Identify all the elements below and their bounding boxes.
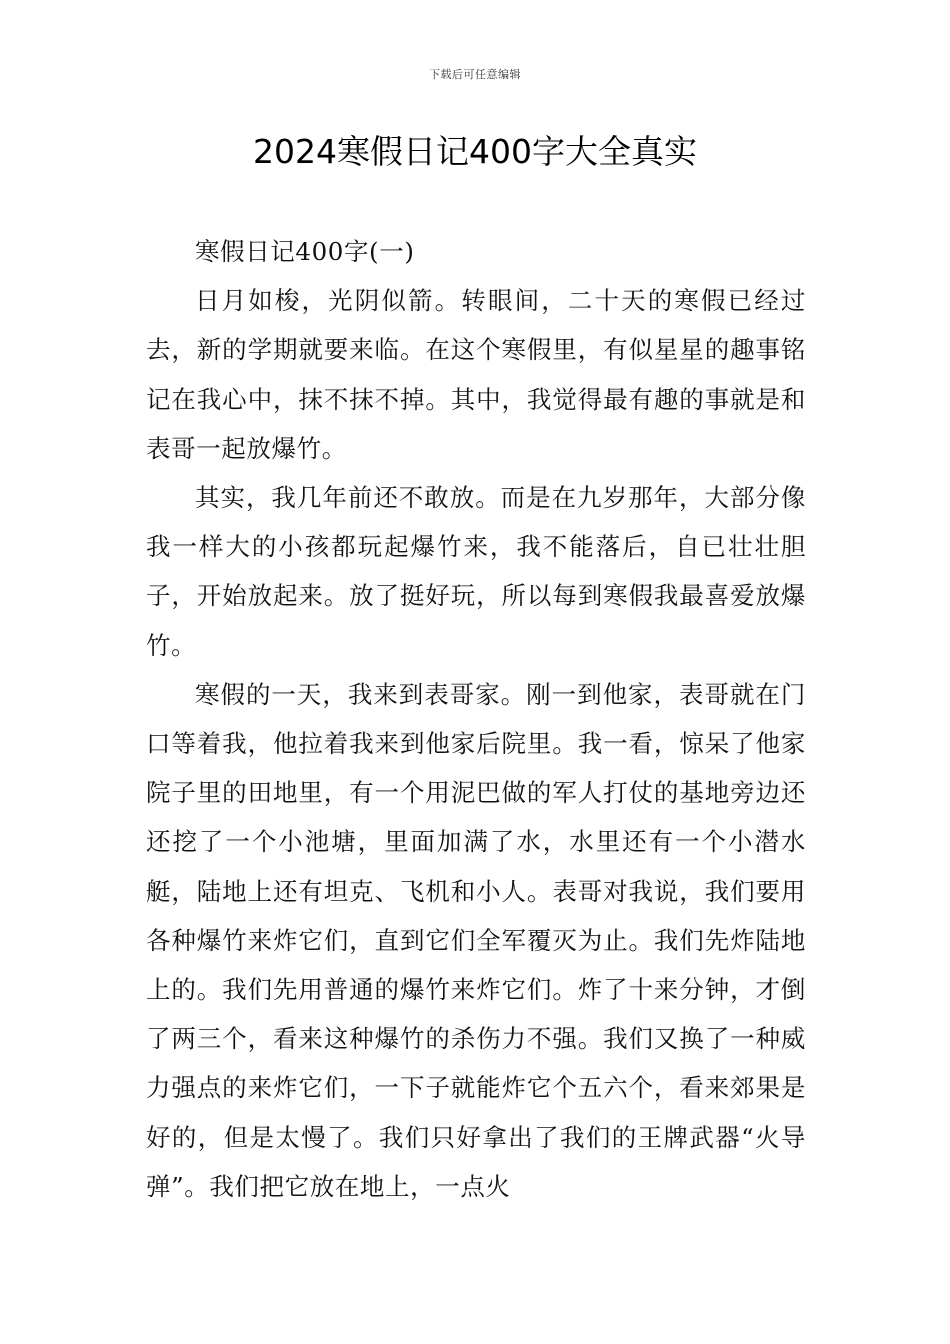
header-note: 下载后可任意编辑 — [429, 68, 521, 81]
document-title: 2024寒假日记400字大全真实 — [253, 132, 697, 171]
paragraph-2: 其实，我几年前还不敢放。而是在九岁那年，大部分像我一样大的小孩都玩起爆竹来，我不能落后，自已壮壮胆子，开始放起来。放了挺好玩，所以每到寒假我最喜爱放爆竹。 — [146, 483, 806, 660]
document-body — [146, 227, 806, 1211]
paragraph-3: 寒假的一天，我来到表哥家。刚一到他家，表哥就在门口等着我，他拉着我来到他家后院里。我一看，惊呆了他家院子里的田地里，有一个用泥巴做的军人打仗的基地旁边还还挖了一个小池塘，里面加满了水，水里还有一个小潜水艇，陆地上还有坦克、飞机和小人。表哥对我说，我们要用各种爆竹来炸它们，直到它们全军覆灭为止。我们先炸陆地上的。我们先用普通的爆竹来炸它们。炸了十来分钟，才倒了两三个，看来这种爆竹的杀伤力不强。我们又换了一种威力强点的来炸它们，一下子就能炸它个五六个，看来郊果是好的，但是太慢了。我们只好拿出了我们的王牌武器“火导弹”。我们把它放在地上，一点火 — [146, 679, 806, 1201]
paragraph-1: 日月如梭，光阴似箭。转眼间，二十天的寒假已经过去，新的学期就要来临。在这个寒假里，有似星星的趣事铭记在我心中，抹不抹不掉。其中，我觉得最有趣的事就是和表哥一起放爆竹。 — [146, 286, 806, 463]
section-heading: 寒假日记400字(一) — [195, 237, 415, 266]
